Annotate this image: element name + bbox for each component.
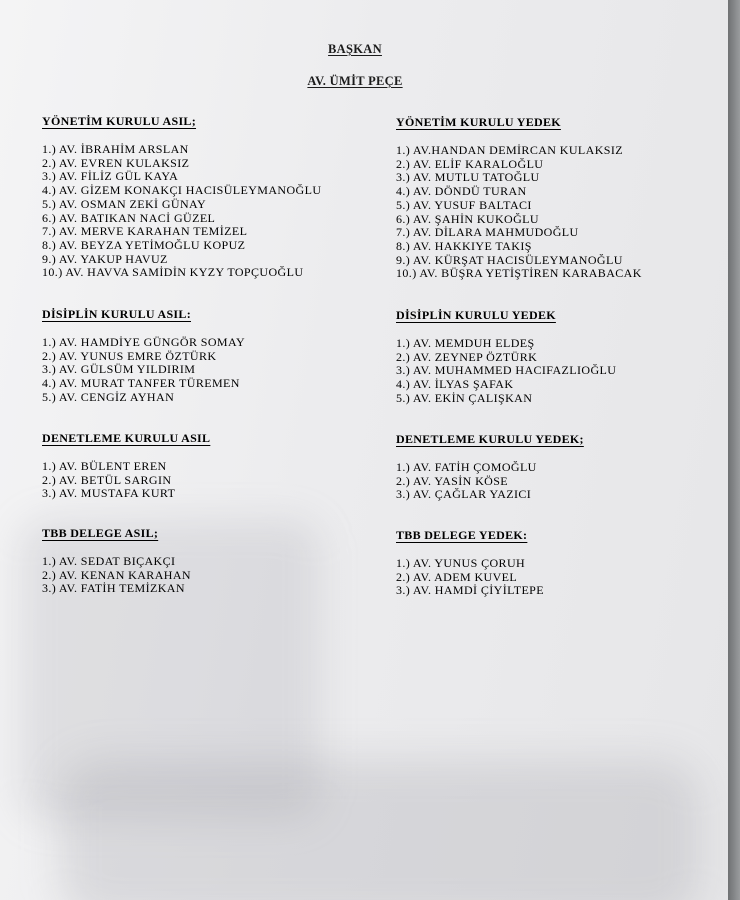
member-item: 5.) AV. CENGİZ AYHAN bbox=[42, 389, 175, 404]
section-title: DENETLEME KURULU ASIL bbox=[42, 431, 211, 445]
member-item: 3.) AV. GÜLSÜM YILDIRIM bbox=[42, 362, 196, 377]
section-denetleme-asil bbox=[42, 431, 210, 501]
member-item: 1.) AV. YUNUS ÇORUH bbox=[396, 556, 526, 570]
section-disiplin-yedek bbox=[396, 308, 616, 406]
member-item: 2.) AV. YUNUS EMRE ÖZTÜRK bbox=[42, 348, 217, 363]
header-role: BAŞKAN bbox=[328, 42, 382, 56]
member-item: 5.) AV. YUSUF BALTACI bbox=[396, 197, 532, 212]
section-disiplin-asil bbox=[42, 307, 245, 405]
member-item: 1.) AV.HANDAN DEMİRCAN KULAKSIZ bbox=[396, 143, 623, 157]
section-yonetim-yedek bbox=[396, 115, 642, 281]
member-item: 1.) AV. FATİH ÇOMOĞLU bbox=[396, 460, 537, 474]
member-item: 2.) AV. BETÜL SARGIN bbox=[42, 472, 172, 487]
member-list bbox=[396, 557, 544, 598]
member-list bbox=[396, 144, 642, 281]
section-title: DİSİPLİN KURULU YEDEK bbox=[396, 308, 556, 322]
section-yonetim-asil bbox=[42, 114, 321, 280]
photo-shadow-bottom bbox=[60, 760, 700, 900]
member-item: 1.) AV. HAMDİYE GÜNGÖR SOMAY bbox=[42, 335, 246, 349]
member-item: 1.) AV. BÜLENT EREN bbox=[42, 459, 167, 473]
member-item: 7.) AV. MERVE KARAHAN TEMİZEL bbox=[42, 224, 248, 239]
section-tbb-yedek bbox=[396, 528, 544, 598]
member-item: 3.) AV. HAMDİ ÇİYİLTEPE bbox=[396, 583, 544, 598]
member-list bbox=[396, 461, 584, 502]
member-item: 9.) AV. YAKUP HAVUZ bbox=[42, 251, 168, 266]
member-item: 3.) AV. FİLİZ GÜL KAYA bbox=[42, 169, 179, 184]
member-item: 5.) AV. OSMAN ZEKİ GÜNAY bbox=[42, 196, 207, 211]
member-item: 2.) AV. ZEYNEP ÖZTÜRK bbox=[396, 349, 538, 364]
member-item: 1.) AV. MEMDUH ELDEŞ bbox=[396, 336, 535, 350]
member-item: 3.) AV. MUSTAFA KURT bbox=[42, 486, 176, 501]
member-item: 2.) AV. KENAN KARAHAN bbox=[42, 567, 191, 582]
member-item: 3.) AV. MUTLU TATOĞLU bbox=[396, 170, 540, 185]
member-item: 2.) AV. EVREN KULAKSIZ bbox=[42, 155, 190, 170]
member-item: 3.) AV. FATİH TEMİZKAN bbox=[42, 581, 185, 596]
member-item: 6.) AV. BATIKAN NACİ GÜZEL bbox=[42, 210, 216, 225]
member-item: 4.) AV. GİZEM KONAKÇI HACISÜLEYMANOĞLU bbox=[42, 183, 322, 198]
member-item: 4.) AV. DÖNDÜ TURAN bbox=[396, 184, 527, 199]
member-item: 10.) AV. HAVVA SAMİDİN KYZY TOPÇUOĞLU bbox=[42, 265, 304, 280]
section-title: YÖNETİM KURULU YEDEK bbox=[396, 115, 561, 129]
member-item: 1.) AV. İBRAHİM ARSLAN bbox=[42, 142, 189, 156]
section-title: DİSİPLİN KURULU ASIL: bbox=[42, 307, 191, 321]
section-denetleme-yedek bbox=[396, 432, 584, 502]
member-item: 2.) AV. ADEM KUVEL bbox=[396, 569, 518, 584]
member-list bbox=[42, 336, 245, 405]
member-list bbox=[42, 555, 191, 596]
member-list bbox=[396, 337, 616, 406]
member-item: 2.) AV. YASİN KÖSE bbox=[396, 473, 509, 488]
member-list bbox=[42, 460, 210, 501]
member-item: 8.) AV. HAKKIYE TAKIŞ bbox=[396, 238, 532, 253]
member-item: 10.) AV. BÜŞRA YETİŞTİREN KARABACAK bbox=[396, 266, 642, 281]
section-title: TBB DELEGE YEDEK: bbox=[396, 528, 528, 542]
member-item: 4.) AV. İLYAS ŞAFAK bbox=[396, 377, 514, 392]
member-list bbox=[42, 143, 321, 280]
section-title: DENETLEME KURULU YEDEK; bbox=[396, 432, 584, 446]
member-item: 5.) AV. EKİN ÇALIŞKAN bbox=[396, 390, 533, 405]
section-title: YÖNETİM KURULU ASIL; bbox=[42, 114, 197, 128]
background-edge bbox=[728, 0, 740, 900]
member-item: 1.) AV. SEDAT BIÇAKÇI bbox=[42, 554, 176, 568]
member-item: 6.) AV. ŞAHİN KUKOĞLU bbox=[396, 211, 539, 226]
section-tbb-asil bbox=[42, 526, 191, 596]
member-item: 4.) AV. MURAT TANFER TÜREMEN bbox=[42, 376, 240, 391]
member-item: 3.) AV. MUHAMMED HACIFAZLIOĞLU bbox=[396, 363, 617, 378]
member-item: 2.) AV. ELİF KARALOĞLU bbox=[396, 156, 544, 171]
member-item: 3.) AV. ÇAĞLAR YAZICI bbox=[396, 487, 532, 502]
section-title: TBB DELEGE ASIL; bbox=[42, 526, 159, 540]
member-item: 9.) AV. KÜRŞAT HACISÜLEYMANOĞLU bbox=[396, 252, 623, 267]
member-item: 8.) AV. BEYZA YETİMOĞLU KOPUZ bbox=[42, 237, 246, 252]
header-name: AV. ÜMİT PEÇE bbox=[307, 74, 403, 88]
member-item: 7.) AV. DİLARA MAHMUDOĞLU bbox=[396, 225, 579, 240]
